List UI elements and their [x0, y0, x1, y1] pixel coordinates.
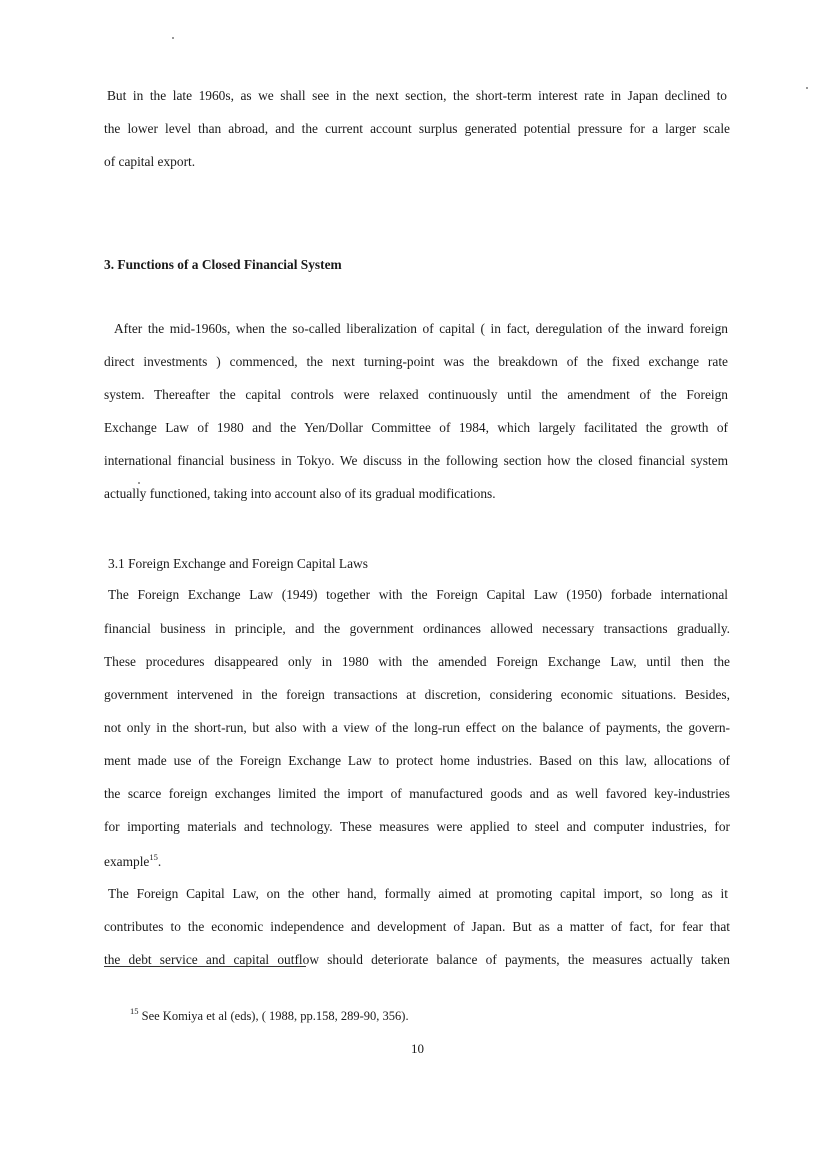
- footnote-text: See Komiya et al (eds), ( 1988, pp.158, 289-90, 356).: [138, 1009, 409, 1023]
- section-heading: 3. Functions of a Closed Financial System: [104, 257, 342, 272]
- text-line: After the mid-1960s, when the so-called liberalization of capital ( in fact, deregulation of the inward foreign: [114, 321, 728, 336]
- text-line: actually functioned, taking into account also of its gradual modifications.: [104, 486, 496, 501]
- text-line: financial business in principle, and the government ordinances allowed necessary transactions gradually.: [104, 621, 730, 636]
- text-line: international financial business in Tokyo. We discuss in the following section how the closed financial system: [104, 453, 728, 468]
- text-line: [104, 854, 730, 870]
- footnote-reference: 15: [149, 852, 158, 862]
- scan-speck: [806, 87, 808, 89]
- footnote-separator: [104, 966, 306, 967]
- text-line: for importing materials and technology. These measures were applied to steel and computer industries, for: [104, 819, 730, 834]
- text-line: direct investments ) commenced, the next turning-point was the breakdown of the fixed exchange rate: [104, 354, 728, 369]
- text-line: the debt service and capital outflow should deteriorate balance of payments, the measures actually taken: [104, 952, 730, 967]
- scan-speck: [138, 482, 140, 484]
- text-line: system. Thereafter the capital controls were relaxed continuously until the amendment of the Foreign: [104, 387, 728, 402]
- text-line: the lower level than abroad, and the current account surplus generated potential pressure for a larger scale: [104, 121, 730, 136]
- text-line: The Foreign Capital Law, on the other hand, formally aimed at promoting capital import, so long as it: [108, 886, 728, 901]
- text-fragment: example: [104, 854, 150, 869]
- subsection-heading: 3.1 Foreign Exchange and Foreign Capital Laws: [108, 556, 368, 571]
- scan-speck: [172, 37, 174, 39]
- text-line: The Foreign Exchange Law (1949) together with the Foreign Capital Law (1950) forbade international: [108, 587, 728, 602]
- text-line: Exchange Law of 1980 and the Yen/Dollar Committee of 1984, which largely facilitated the growth of: [104, 420, 728, 435]
- footnote: [130, 1006, 409, 1024]
- text-line: the scarce foreign exchanges limited the import of manufactured goods and as well favored key-industries: [104, 786, 730, 801]
- footnote-marker: 15: [130, 1006, 139, 1016]
- text-line: But in the late 1960s, as we shall see in the next section, the short-term interest rate in Japan declined to: [107, 88, 727, 103]
- text-line: These procedures disappeared only in 1980 with the amended Foreign Exchange Law, until then the: [104, 654, 730, 669]
- text-line: not only in the short-run, but also with a view of the long-run effect on the balance of payments, the govern-: [104, 720, 730, 735]
- text-line: ment made use of the Foreign Exchange Law to protect home industries. Based on this law, allocations of: [104, 753, 730, 768]
- text-fragment: .: [157, 854, 162, 869]
- text-line: government intervened in the foreign transactions at discretion, considering economic situations. Besides,: [104, 687, 730, 702]
- page-number: 10: [411, 1041, 424, 1056]
- text-line: of capital export.: [104, 154, 196, 169]
- text-line: contributes to the economic independence and development of Japan. But as a matter of fact, for fear that: [104, 919, 730, 934]
